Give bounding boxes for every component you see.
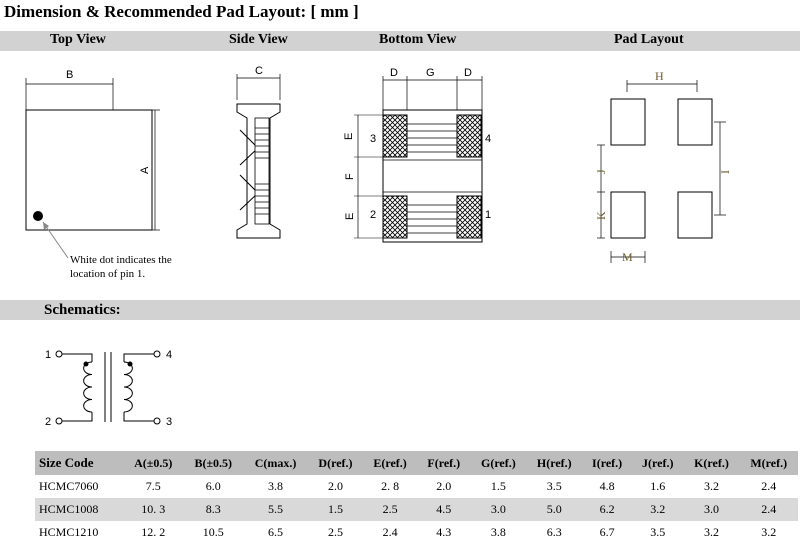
dim-a-label: A (139, 166, 151, 174)
table-cell: 1.5 (470, 475, 526, 498)
table-cell: 12. 2 (123, 521, 183, 544)
table-cell: 3.8 (470, 521, 526, 544)
sch-pin3-label: 3 (166, 416, 173, 428)
dim-d-left-label: D (390, 67, 398, 79)
sch-pin4-label: 4 (166, 349, 173, 361)
table-cell: 8.3 (183, 498, 243, 521)
bottom-view-drawing (343, 67, 491, 242)
pin1-label: 1 (485, 209, 492, 221)
table-header-cell: D(ref.) (308, 451, 363, 475)
table-cell: 3.0 (684, 498, 740, 521)
table-cell: 2.5 (363, 498, 417, 521)
pin1-note (70, 253, 172, 281)
page-title: Dimension & Recommended Pad Layout: [ mm ] (4, 2, 359, 21)
pin4-label: 4 (485, 133, 492, 145)
table-header-cell: K(ref.) (684, 451, 740, 475)
dim-k-label: K (594, 211, 608, 220)
table-header-cell: E(ref.) (363, 451, 417, 475)
table-cell: 1.6 (632, 475, 684, 498)
table-cell: 3.2 (684, 475, 740, 498)
table-cell: 3.2 (684, 521, 740, 544)
side-view-label: Side View (229, 32, 288, 47)
table-cell: 1.5 (308, 498, 363, 521)
table-cell: 2.0 (417, 475, 470, 498)
sch-pin2-label: 2 (45, 416, 52, 428)
pin3-label: 3 (370, 133, 377, 145)
table-header-cell: Size Code (35, 451, 123, 475)
table-cell: 6.2 (582, 498, 632, 521)
table-cell: 5.0 (526, 498, 582, 521)
table-cell: 2.5 (308, 521, 363, 544)
dim-h-label: H (655, 69, 664, 83)
table-header-cell: H(ref.) (526, 451, 582, 475)
table-cell: 2.0 (308, 475, 363, 498)
table-cell: 10. 3 (123, 498, 183, 521)
table-cell: 2.4 (739, 498, 798, 521)
table-header-cell: J(ref.) (632, 451, 684, 475)
table-cell: 4.8 (582, 475, 632, 498)
dim-i-label: I (718, 170, 732, 174)
dim-d-right-label: D (464, 67, 472, 79)
table-cell: 3.0 (470, 498, 526, 521)
table-cell: 6.0 (183, 475, 243, 498)
table-cell: 3.5 (526, 475, 582, 498)
dim-f-label: F (344, 173, 356, 180)
table-cell: 6.3 (526, 521, 582, 544)
dim-c-label: C (255, 65, 263, 77)
top-view-drawing (26, 69, 160, 258)
dim-b-label: B (66, 69, 74, 81)
schematic-drawing (45, 349, 172, 428)
table-cell: 3.2 (739, 521, 798, 544)
dim-m-label: M (622, 250, 633, 264)
table-cell: 2.4 (363, 521, 417, 544)
pin2-label: 2 (370, 209, 377, 221)
table-header-cell: B(±0.5) (183, 451, 243, 475)
table-header-cell: A(±0.5) (123, 451, 183, 475)
table-header-cell: F(ref.) (417, 451, 470, 475)
table-header-cell: G(ref.) (470, 451, 526, 475)
dimension-table (35, 451, 798, 544)
table-cell: HCMC1008 (35, 498, 123, 521)
table-row (35, 475, 798, 498)
dim-g-label: G (426, 67, 435, 79)
sch-pin1-label: 1 (45, 349, 52, 361)
table-header-cell: C(max.) (243, 451, 308, 475)
pin1-dot (33, 211, 43, 221)
table-cell: 5.5 (243, 498, 308, 521)
table-cell: 7.5 (123, 475, 183, 498)
table-cell: 3.2 (632, 498, 684, 521)
dim-e-bottom-label: E (344, 212, 356, 220)
bottom-view-label: Bottom View (379, 32, 457, 47)
dim-e-top-label: E (343, 132, 355, 140)
pin1-note-line2: location of pin 1. (70, 268, 146, 280)
table-header-cell: M(ref.) (739, 451, 798, 475)
side-view-drawing (237, 65, 280, 238)
table-cell: 2.4 (739, 475, 798, 498)
table-cell: 10.5 (183, 521, 243, 544)
table-cell: 2. 8 (363, 475, 417, 498)
table-cell: 4.3 (417, 521, 470, 544)
schematics-title: Schematics: (44, 302, 121, 318)
pad-layout-label: Pad Layout (614, 32, 684, 47)
table-row (35, 521, 798, 544)
table-cell: HCMC1210 (35, 521, 123, 544)
table-cell: 3.8 (243, 475, 308, 498)
top-view-label: Top View (50, 32, 106, 47)
dim-j-label: J (594, 169, 608, 174)
table-cell: 6.7 (582, 521, 632, 544)
table-header-row (35, 451, 798, 475)
table-row (35, 498, 798, 521)
pad-layout-drawing (594, 69, 732, 264)
table-cell: 3.5 (632, 521, 684, 544)
table-cell: HCMC7060 (35, 475, 123, 498)
table-cell: 6.5 (243, 521, 308, 544)
table-header-cell: I(ref.) (582, 451, 632, 475)
pin1-note-line1: White dot indicates the (70, 254, 172, 266)
table-cell: 4.5 (417, 498, 470, 521)
